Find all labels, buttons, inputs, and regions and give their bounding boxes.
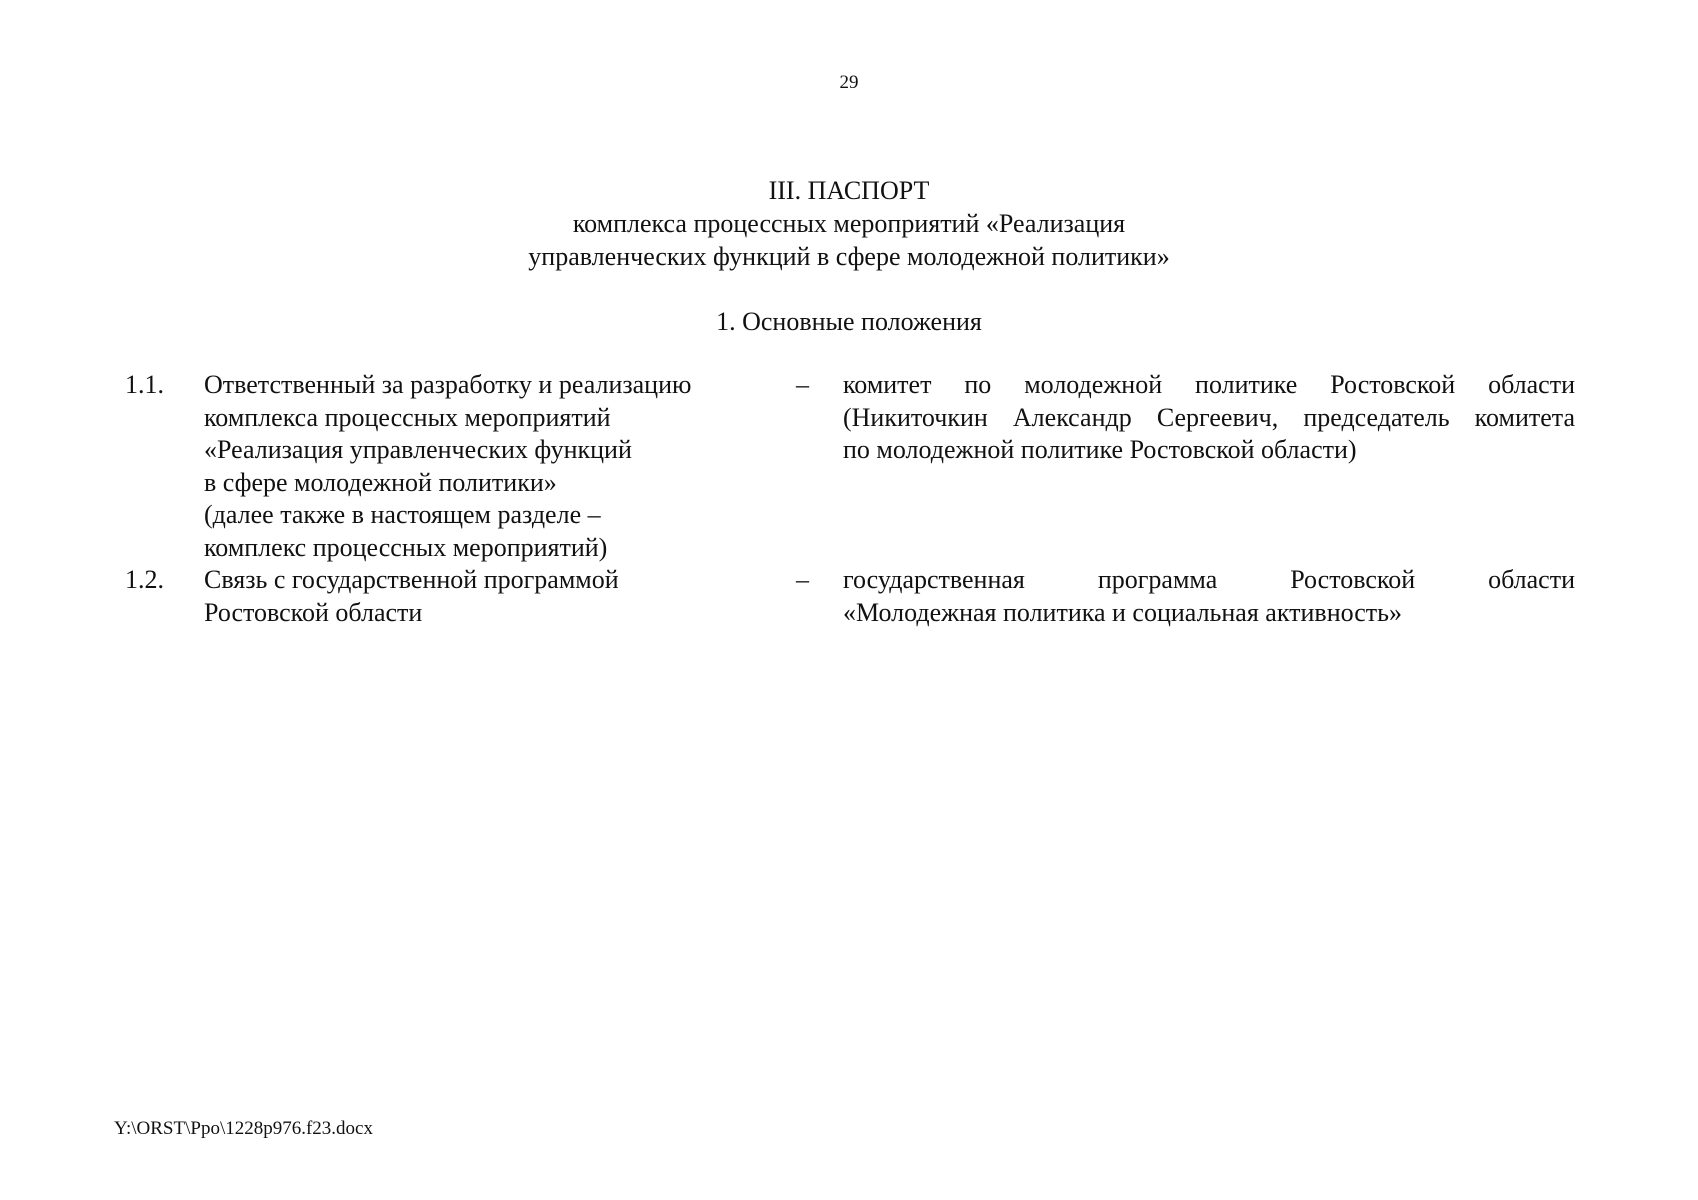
provision-value-line: «Молодежная политика и социальная активность»	[843, 597, 1403, 627]
provision-label-line: Ответственный за разработку и реализацию	[204, 370, 692, 399]
provision-value-line: комитет по молодежной политике Ростовской области	[843, 370, 1575, 399]
provision-label-line: Ростовской области	[204, 597, 423, 627]
provision-label-line: (далее также в настоящем разделе –	[204, 500, 601, 529]
provision-label-line: Связь с государственной программой	[204, 565, 619, 594]
provision-number: 1.2.	[125, 565, 164, 594]
provision-label-line: «Реализация управленческих функций	[204, 435, 632, 464]
page-number: 29	[839, 72, 859, 93]
provision-label	[204, 369, 764, 564]
document-subtitle-line-2: управленческих функций в сфере молодежной политики»	[528, 242, 1170, 271]
provision-label	[204, 564, 764, 629]
footer-file-path: Y:\ORST\Ppo\1228p976.f23.docx	[114, 1118, 373, 1139]
provision-value-line: (Никиточкин Александр Сергеевич, председатель комитета	[843, 402, 1575, 432]
provision-value-line: по молодежной политике Ростовской области)	[843, 435, 1357, 464]
provision-dash: –	[796, 370, 809, 399]
document-title: III. ПАСПОРТ	[768, 176, 930, 205]
provision-dash: –	[796, 565, 809, 594]
provision-number: 1.1.	[125, 370, 164, 399]
section-title: 1. Основные положения	[716, 307, 982, 336]
provision-value	[843, 564, 1575, 629]
document-subtitle-line-1: комплекса процессных мероприятий «Реализация	[572, 209, 1126, 238]
provision-label-line: комплекс процессных мероприятий)	[204, 532, 608, 562]
provision-label-line: комплекса процессных мероприятий	[204, 402, 611, 432]
provision-value-line: государственная программа Ростовской области	[843, 565, 1575, 594]
provision-value	[843, 369, 1575, 467]
provision-label-line: в сфере молодежной политики»	[204, 467, 557, 497]
